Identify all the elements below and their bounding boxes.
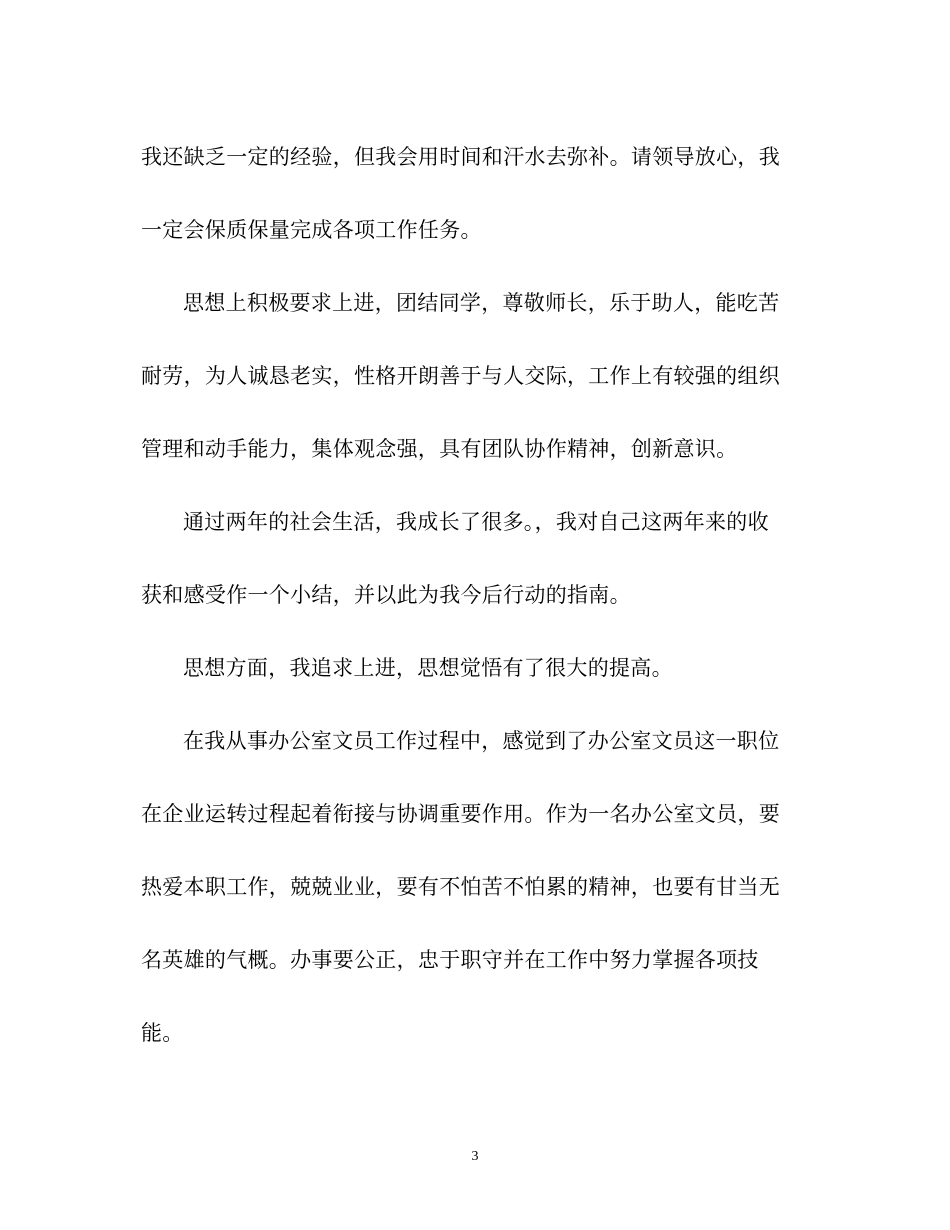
text-line: 耐劳，为人诚恳老实，性格开朗善于与人交际，工作上有较强的组织 xyxy=(141,364,780,388)
text-line: 获和感受作一个小结，并以此为我今后行动的指南。 xyxy=(141,583,631,607)
text-line: 通过两年的社会生活，我成长了很多。，我对自己这两年来的收 xyxy=(183,510,769,534)
text-line: 热爱本职工作，兢兢业业，要有不怕苦不怕累的精神，也要有甘当无 xyxy=(141,875,780,899)
text-line: 一定会保质保量完成各项工作任务。 xyxy=(141,218,482,242)
text-line: 我还缺乏一定的经验，但我会用时间和汗水去弥补。请领导放心，我 xyxy=(141,145,780,169)
text-line: 思想上积极要求上进，团结同学，尊敬师长，乐于助人，能吃苦 xyxy=(183,291,780,315)
text-line: 在我从事办公室文员工作过程中，感觉到了办公室文员这一职位 xyxy=(183,729,780,753)
text-line: 在企业运转过程起着衔接与协调重要作用。作为一名办公室文员，要 xyxy=(141,802,780,826)
text-line: 名英雄的气概。办事要公正，忠于职守并在工作中努力掌握各项技 xyxy=(141,948,759,972)
text-line: 管理和动手能力，集体观念强，具有团队协作精神，创新意识。 xyxy=(141,437,738,461)
text-line: 思想方面，我追求上进，思想觉悟有了很大的提高。 xyxy=(183,656,673,680)
text-line: 能。 xyxy=(141,1021,184,1045)
page-number: 3 xyxy=(471,1149,479,1164)
